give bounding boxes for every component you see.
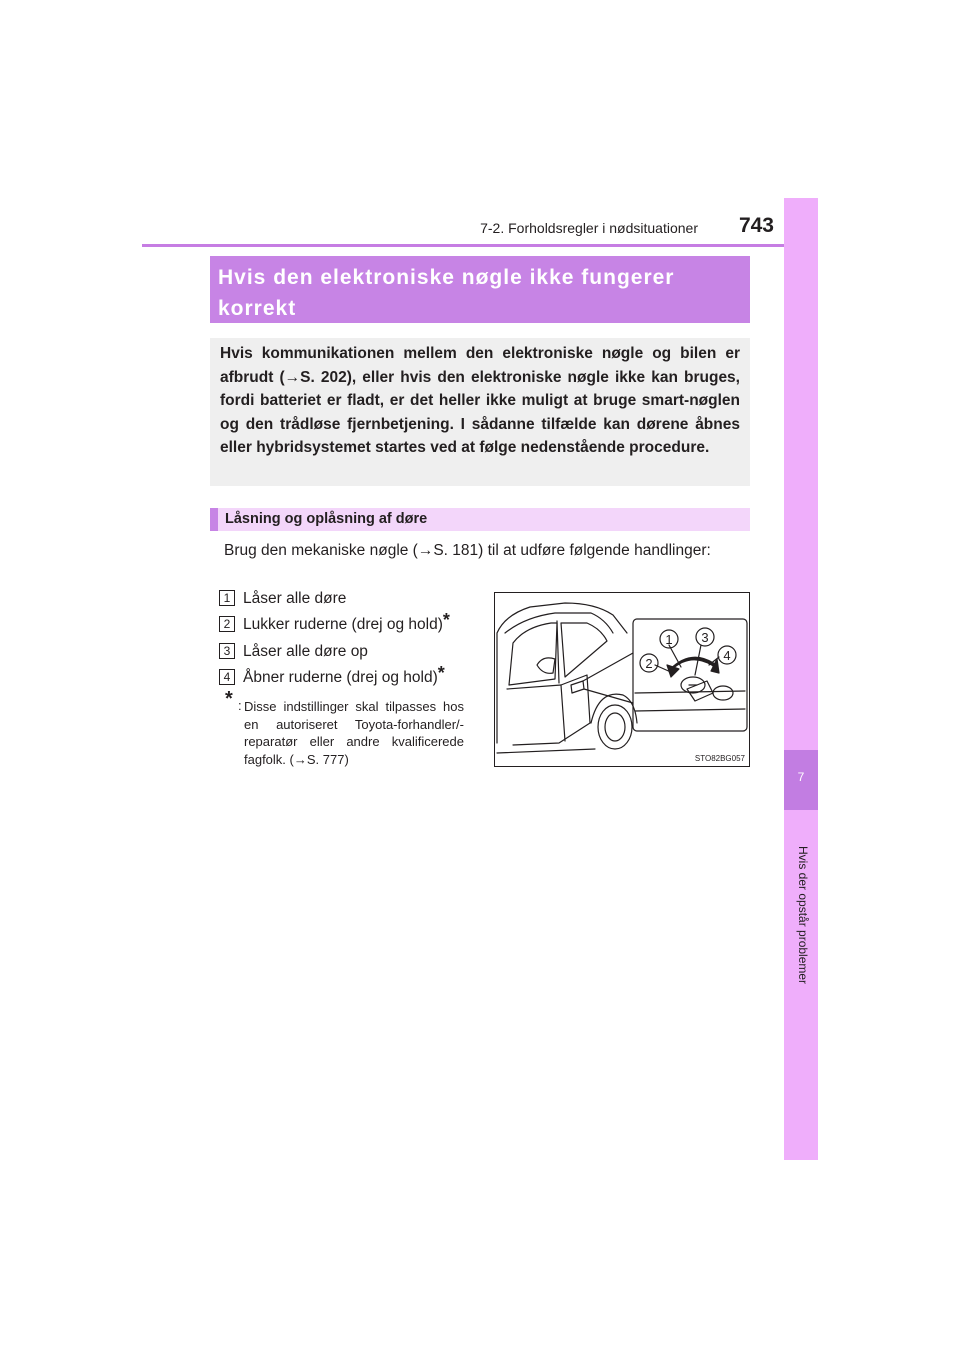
- subsection-heading: Låsning og oplåsning af døre: [225, 511, 428, 527]
- step-number-2: 2: [219, 616, 235, 632]
- footnote-colon: :: [238, 698, 242, 713]
- callout-3: 3: [701, 630, 709, 645]
- step-number-4: 4: [219, 669, 235, 685]
- running-header-section: 7-2. Forholdsregler i nødsituationer: [480, 220, 698, 236]
- step-label-1: Låser alle døre: [243, 590, 347, 607]
- chapter-number: 7: [797, 770, 805, 784]
- door-key-illustration: [494, 592, 750, 767]
- chapter-title: Hvis der opstår problemer: [796, 846, 810, 985]
- illustration-code: STO82BG057: [694, 754, 745, 763]
- step-star-4: *: [437, 663, 445, 683]
- header-divider: [142, 244, 818, 247]
- step-number-1: 1: [219, 590, 235, 606]
- step-label-3: Låser alle døre op: [243, 643, 368, 660]
- step-item-3: [243, 643, 368, 664]
- step-label-4: Åbner ruderne (drej og hold): [243, 669, 438, 686]
- callout-1: 1: [665, 632, 673, 647]
- intro-text: Hvis kommunikationen mellem den elektroniske nøgle og bilen er afbrudt (→S. 202), eller hvis den elektroniske nøgle ikke kan bruges, fordi batteriet er fladt, er det heller ikke muligt at bruge smart-nøglen og den trådløse fjernbetjening. I sådanne tilfælde kan dørene åbnes eller hybridsystemet startes ved at følge nedenstående procedure.: [220, 345, 740, 457]
- footnote-marker: *: [225, 688, 233, 710]
- car-door-drawing: [495, 593, 749, 766]
- page-number: 743: [738, 214, 774, 237]
- step-item-1: [243, 590, 346, 611]
- section-title: Hvis den elektroniske nøgle ikke fungerer korrekt: [218, 266, 675, 320]
- subsection-lead: Brug den mekaniske nøgle (→S. 181) til at udføre følgende handlinger:: [224, 542, 711, 559]
- step-label-2: Lukker ruderne (drej og hold): [243, 616, 443, 633]
- callout-4: 4: [723, 648, 731, 663]
- footnote-text: Disse indstillinger skal tilpasses hos en autoriseret Toyota-forhandler/-reparatør eller andre kvalificerede fagfolk. (→S. 777): [244, 699, 464, 767]
- callout-2: 2: [645, 656, 653, 671]
- chapter-side-tab: [784, 198, 818, 1160]
- step-star-2: *: [442, 610, 450, 630]
- step-number-3: 3: [219, 643, 235, 659]
- step-item-2: [243, 610, 450, 637]
- subsection-accent-bar: [210, 508, 218, 531]
- step-item-4: [243, 663, 445, 690]
